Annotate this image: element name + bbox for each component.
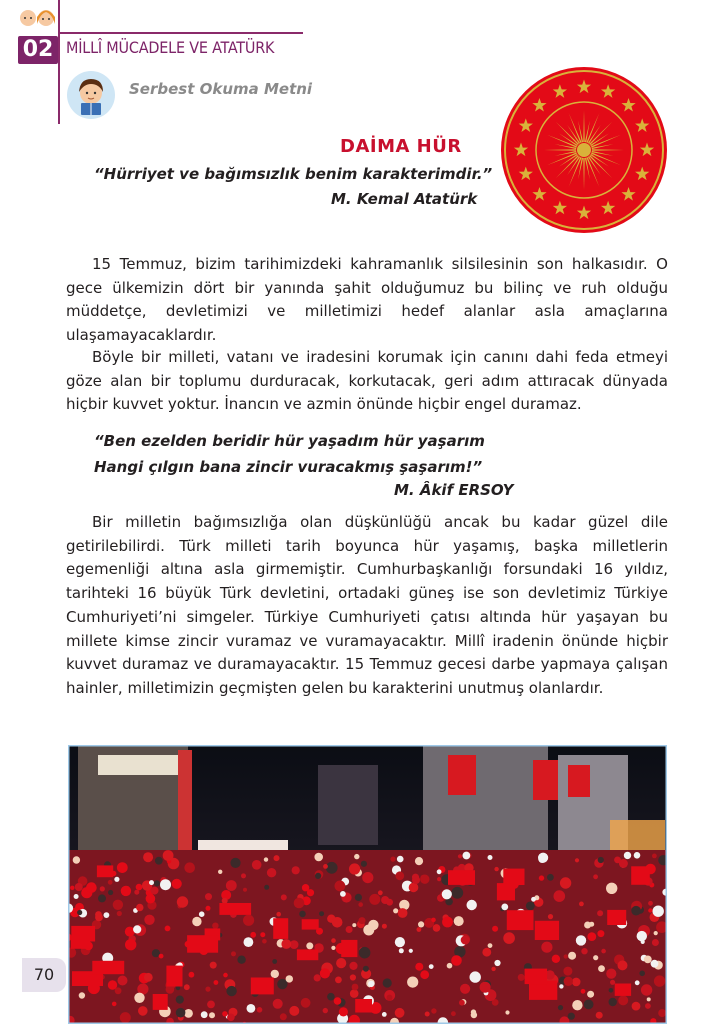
- poem-line-2: Hangi çılgın bana zincir vuracakmış şaşarım!”: [94, 458, 483, 476]
- crowd-with-flags-photo: [68, 745, 667, 1024]
- paragraph-3: Bir milletin bağımsızlığa olan düşkünlüğü ancak bu kadar güzel dile getirilebilirdi. Türk milleti tarih boyunca hür yaşamış, başka milletlerin egemenliği altına asla girmemiştir. Cumhurbaşkanlığı forsundaki 16 yıldız, tarihteki 16 büyük Türk devletini, ortadaki güneş ise son devletimiz Türkiye Cumhuriyeti’ni simgeler. Türkiye Cumhuriyeti çatısı altında hür yaşayan bu millete kimse zincir vuramaz ve vuramayacaktır. Millî iradenin önünde hiçbir kuvvet duramaz ve duramayacaktır. 15 Temmuz gecesi darbe yapmaya çalışan hainler, milletimizin geçmişten gelen bu karakterini unutmuş olanlardır.: [66, 513, 668, 697]
- paragraph-2: Böyle bir milleti, vatanı ve iradesini korumak için canını dahi feda etmeyi göze alan bir toplumu durduracak, korkutacak, geri adım attıracak dünyada hiçbir kuvvet yoktur. İnancın ve azmin önünde hiçbir engel duramaz.: [66, 348, 668, 414]
- reading-boy-icon: [66, 70, 116, 120]
- presidential-seal-icon: [500, 66, 668, 234]
- quote-author: M. Kemal Atatürk: [331, 190, 478, 208]
- unit-title: MİLLÎ MÜCADELE VE ATATÜRK: [66, 38, 275, 57]
- poem-author: M. Âkif ERSOY: [394, 481, 514, 499]
- subtitle: Serbest Okuma Metni: [129, 80, 313, 98]
- page-number: 70: [22, 958, 66, 992]
- poem: [94, 428, 485, 480]
- poem-line-1: “Ben ezelden beridir hür yaşadım hür yaşarım: [94, 432, 485, 450]
- article-title: DAİMA HÜR: [340, 136, 462, 157]
- header-horizontal-rule: [58, 32, 303, 34]
- header-vertical-rule: [58, 0, 60, 124]
- paragraph-1: 15 Temmuz, bizim tarihimizdeki kahramanlık silsilesinin son halkasıdır. O gece ülkemizin dört bir yanında şahit olduğumuz bu bilinç ve ruh olduğu müddetçe, devletimizi ve milletimizi hedef alanlar asla amaçlarına ulaşamayacaklardır.: [66, 255, 668, 345]
- ataturk-quote: “Hürriyet ve bağımsızlık benim karakterimdir.”: [94, 165, 493, 183]
- kids-icon: [16, 4, 60, 30]
- unit-number-badge: 02: [18, 36, 58, 64]
